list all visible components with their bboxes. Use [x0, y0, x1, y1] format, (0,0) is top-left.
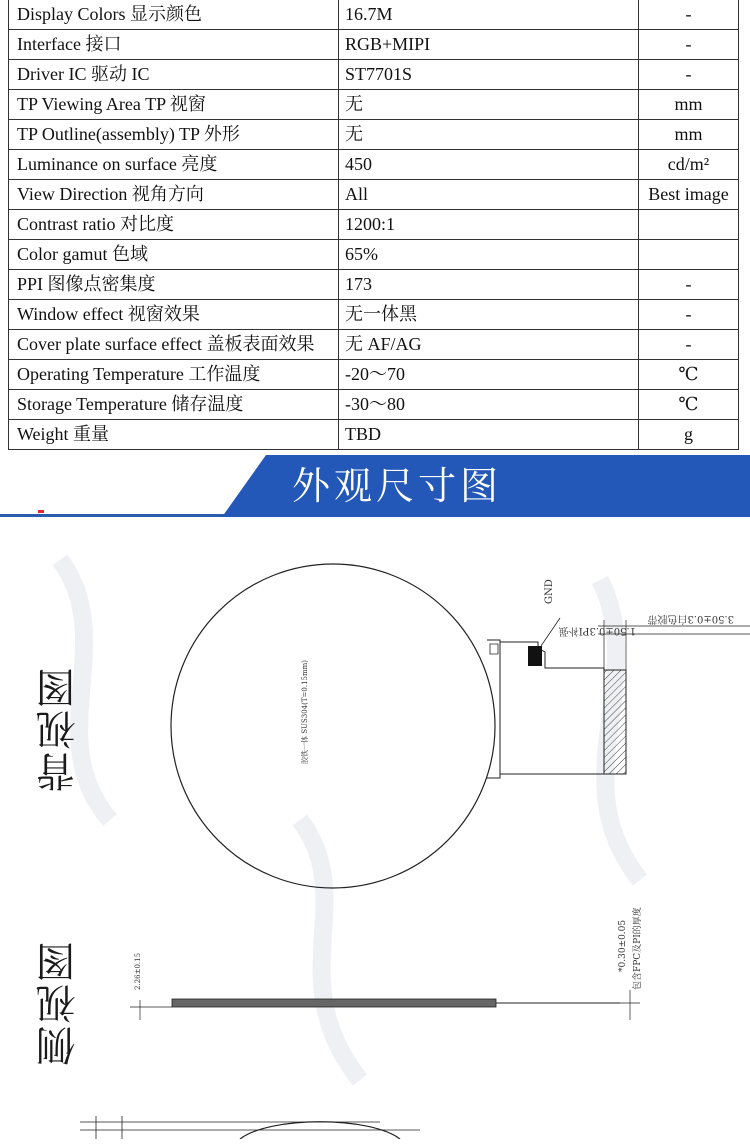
spec-value-cell: 无 — [339, 120, 639, 150]
red-mark — [38, 510, 44, 513]
spec-value-cell: RGB+MIPI — [339, 30, 639, 60]
spec-unit-cell: mm — [639, 90, 739, 120]
spec-row — [9, 180, 739, 210]
fpc-thickness-label-2: 包含FPC及PI的厚度 — [633, 907, 643, 990]
spec-item-cell: Luminance on surface 亮度 — [9, 150, 339, 180]
spec-value-cell: -20～70 — [339, 360, 639, 390]
gnd-leader — [541, 618, 560, 646]
spec-row — [9, 300, 739, 330]
panel-tab — [487, 640, 500, 778]
spec-unit-cell: - — [639, 270, 739, 300]
spec-item-cell: Color gamut 色域 — [9, 240, 339, 270]
spec-value-cell: 65% — [339, 240, 639, 270]
spec-row — [9, 150, 739, 180]
spec-item-cell: TP Outline(assembly) TP 外形 — [9, 120, 339, 150]
spec-unit-cell — [639, 240, 739, 270]
spec-row — [9, 30, 739, 60]
spec-value-cell: All — [339, 180, 639, 210]
spec-item-cell: View Direction 视角方向 — [9, 180, 339, 210]
spec-row — [9, 60, 739, 90]
fpc-thickness-label-1: *0.30±0.05 — [618, 919, 628, 972]
spec-unit-cell: - — [639, 0, 739, 30]
thickness-label: 2.26±0.15 — [134, 952, 142, 990]
spec-value-cell: TBD — [339, 420, 639, 450]
spec-row — [9, 360, 739, 390]
spec-row — [9, 0, 739, 30]
spec-value-cell: 173 — [339, 270, 639, 300]
spec-unit-cell: - — [639, 30, 739, 60]
spec-row — [9, 330, 739, 360]
spec-value-cell: 450 — [339, 150, 639, 180]
spec-unit-cell: - — [639, 300, 739, 330]
spec-value-cell: ST7701S — [339, 60, 639, 90]
spec-item-cell: Cover plate surface effect 盖板表面效果 — [9, 330, 339, 360]
gnd-label: GND — [544, 579, 555, 604]
spec-row — [9, 270, 739, 300]
stiffener-hatch — [604, 670, 626, 774]
fpc-outline — [500, 642, 604, 774]
side-view-label: 侧视图 — [36, 940, 82, 1066]
spec-item-cell: Contrast ratio 对比度 — [9, 210, 339, 240]
back-view-label: 背视图 — [36, 666, 82, 792]
drawing-canvas — [0, 520, 750, 1139]
spec-unit-cell — [639, 210, 739, 240]
side-panel-body — [172, 999, 496, 1007]
spec-item-cell: PPI 图像点密集度 — [9, 270, 339, 300]
spec-item-cell: Display Colors 显示颜色 — [9, 0, 339, 30]
spec-table — [8, 0, 739, 450]
spec-row — [9, 420, 739, 450]
section-banner — [0, 455, 750, 519]
stiffener-note-2: 3.50±0.3白色胶带 — [647, 613, 734, 624]
spec-value-cell: 无 AF/AG — [339, 330, 639, 360]
spec-row — [9, 240, 739, 270]
spec-value-cell: -30～80 — [339, 390, 639, 420]
tab-notch — [490, 644, 498, 654]
spec-value-cell: 无 — [339, 90, 639, 120]
plate-note: 胶铁一体 SUS304(T=0.15mm) — [301, 660, 309, 764]
spec-unit-cell: Best image — [639, 180, 739, 210]
spec-item-cell: Operating Temperature 工作温度 — [9, 360, 339, 390]
spec-unit-cell: ℃ — [639, 360, 739, 390]
spec-item-cell: Window effect 视窗效果 — [9, 300, 339, 330]
spec-unit-cell: - — [639, 330, 739, 360]
round-panel-outline — [171, 564, 495, 888]
spec-unit-cell: ℃ — [639, 390, 739, 420]
spec-item-cell: Interface 接口 — [9, 30, 339, 60]
spec-value-cell: 1200:1 — [339, 210, 639, 240]
stiffener-note-1: 1.50±0.3PI补强 — [558, 625, 636, 636]
spec-value-cell: 无一体黑 — [339, 300, 639, 330]
dimension-drawing — [0, 520, 750, 1144]
spec-table-body — [9, 0, 739, 450]
spec-item-cell: Weight 重量 — [9, 420, 339, 450]
spec-row — [9, 390, 739, 420]
spec-unit-cell: cd/m² — [639, 150, 739, 180]
spec-unit-cell: g — [639, 420, 739, 450]
spec-item-cell: TP Viewing Area TP 视窗 — [9, 90, 339, 120]
spec-unit-cell: - — [639, 60, 739, 90]
spec-item-cell: Storage Temperature 储存温度 — [9, 390, 339, 420]
spec-value-cell: 16.7M — [339, 0, 639, 30]
gnd-pad — [528, 646, 542, 666]
spec-row — [9, 90, 739, 120]
spec-unit-cell: mm — [639, 120, 739, 150]
spec-item-cell: Driver IC 驱动 IC — [9, 60, 339, 90]
spec-row — [9, 120, 739, 150]
spec-row — [9, 210, 739, 240]
banner-title: 外观尺寸图 — [292, 464, 503, 508]
